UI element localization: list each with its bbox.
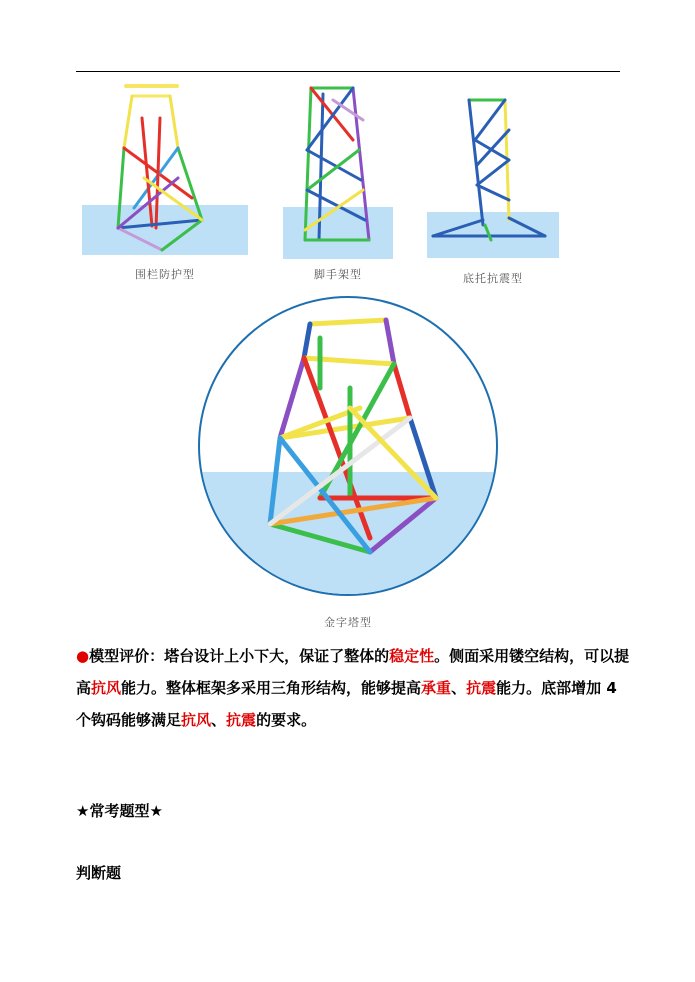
header-rule	[76, 71, 620, 72]
keyword: 抗风	[91, 679, 122, 697]
figure-pyramid-tower	[198, 296, 500, 636]
section-title: ★常考题型★	[76, 802, 163, 820]
subsection-title: 判断题	[76, 864, 122, 882]
figure-caption: 金字塔型	[324, 616, 372, 629]
tower-model-image	[283, 80, 395, 260]
tower-model-image	[425, 90, 565, 260]
model-evaluation-paragraph: ●模型评价：塔台设计上小下大，保证了整体的稳定性。侧面采用镂空结构，可以提高抗风能力。整体框架多采用三角形结构，能够提高承重、抗震能力。底部增加 4 个钩码能够满足抗风、抗震的要求。	[76, 647, 630, 729]
keyword: 抗震	[466, 679, 497, 697]
keyword: 抗震	[226, 711, 257, 729]
figure-caption: 围栏防护型	[135, 268, 195, 281]
keyword: 抗风	[181, 711, 212, 729]
tower-model-image	[200, 298, 496, 594]
tower-model-image	[82, 78, 250, 260]
bullet-icon: ●	[76, 647, 90, 665]
figure-caption: 脚手架型	[314, 268, 362, 281]
circle-frame	[198, 296, 498, 596]
figure-fence-tower	[82, 78, 250, 281]
keyword: 承重	[421, 679, 452, 697]
figure-caption: 底托抗震型	[463, 272, 523, 285]
figure-scaffold-tower	[283, 80, 395, 280]
keyword: 稳定性	[389, 647, 435, 665]
figure-base-quake-tower	[425, 90, 565, 290]
